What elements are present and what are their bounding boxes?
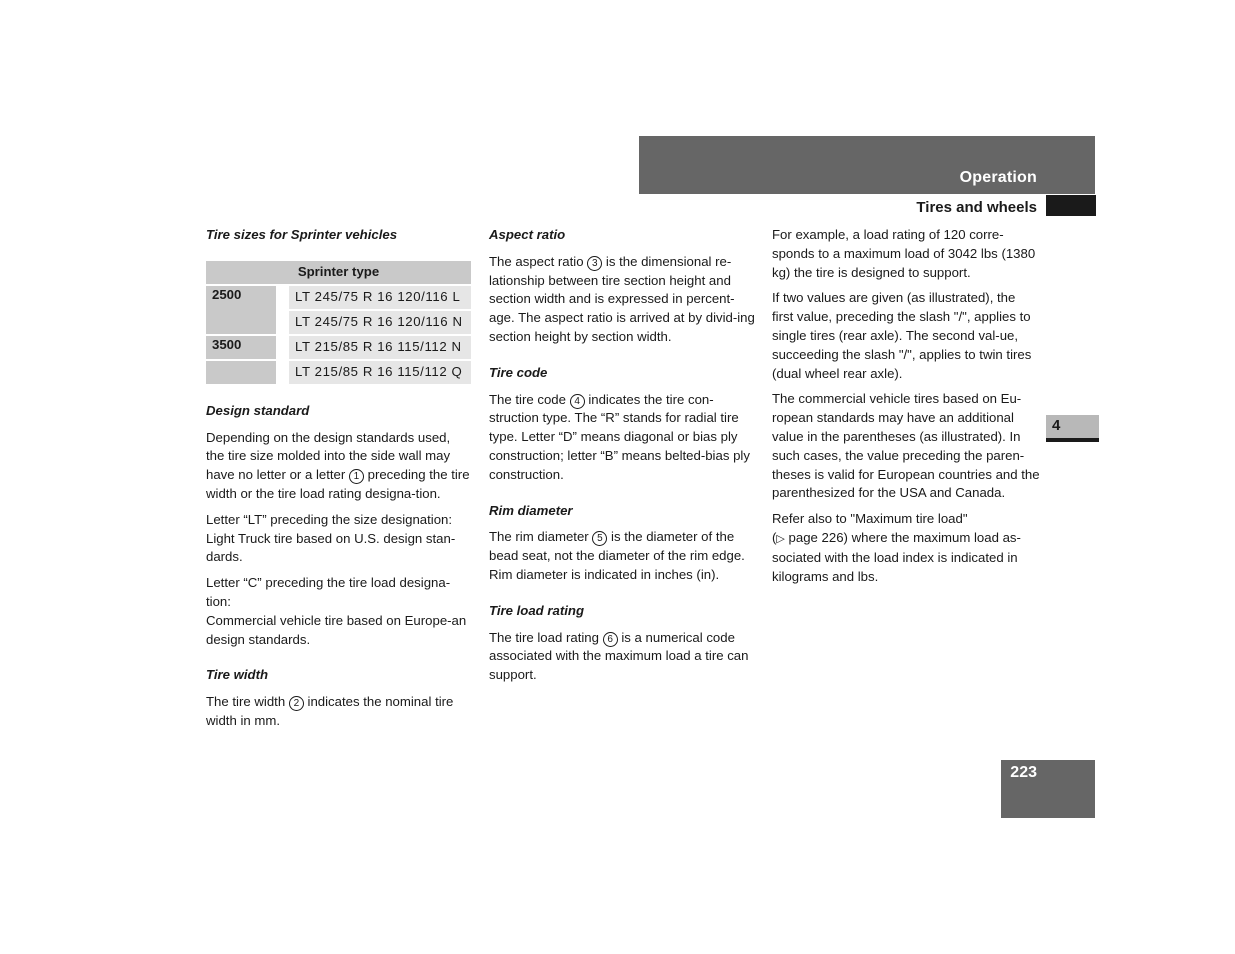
- table-row: [206, 286, 471, 309]
- table-cell-size: LT 245/75 R 16 120/116 L: [289, 286, 471, 309]
- table-cell-size: LT 215/85 R 16 115/112 N: [289, 336, 471, 359]
- section-header-band: [639, 136, 1095, 194]
- aspect-ratio-text: The aspect ratio 3 is the dimensional re-lationship between tire section height and section width and is expressed in percent-age. The aspect ratio is arrived at by divid-ing section height by section width.: [489, 253, 755, 344]
- table-cell-size: LT 215/85 R 16 115/112 Q: [289, 361, 471, 384]
- table-cell-model: [206, 361, 276, 384]
- c-letter-text: Letter “C” preceding the tire load designa-tion: Commercial vehicle tire based on Europe-an design standards.: [206, 575, 467, 647]
- chapter-tab[interactable]: [1046, 415, 1099, 442]
- column-left: [206, 226, 472, 738]
- table-heading: Tire sizes for Sprinter vehicles: [206, 227, 398, 242]
- page-number: 223: [1010, 764, 1037, 781]
- tire-width-heading: Tire width: [206, 667, 269, 683]
- aspect-ratio-heading: Aspect ratio: [489, 227, 566, 242]
- callout-marker: 2: [289, 696, 304, 711]
- callout-marker: 5: [592, 531, 607, 546]
- tire-code-heading: Tire code: [489, 364, 548, 380]
- design-standard-heading: Design standard: [206, 402, 310, 418]
- load-rating-example-text: For example, a load rating of 120 corre-sponds to a maximum load of 3042 lbs (1380 kg) the tire is designed to support.: [772, 227, 1036, 280]
- subsection-title: Tires and wheels: [916, 199, 1037, 216]
- two-values-text: If two values are given (as illustrated), the first value, preceding the slash "/", applies to single tires (rear axle). The second val-ue, succeeding the slash "/", applies to twin tires (dual wheel rear axle).: [772, 290, 1032, 381]
- table-cell-model: 3500: [206, 336, 276, 359]
- page-reference-arrow-icon: ▷: [776, 532, 785, 545]
- lt-letter-text: Letter “LT” preceding the size designation: Light Truck tire based on U.S. design stan-dards.: [206, 511, 456, 565]
- european-standards-text: The commercial vehicle tires based on Eu-ropean standards may have an additional value in the parentheses (as illustrated). In such cases, the value preceding the paren-theses is valid for European countries and the parenthesized for the USA and Canada.: [772, 391, 1040, 501]
- table-header-row: [206, 261, 471, 284]
- callout-marker: 1: [349, 469, 364, 484]
- column-right: [772, 226, 1040, 593]
- table-cell-size: LT 245/75 R 16 120/116 N: [289, 311, 471, 334]
- callout-marker: 4: [570, 394, 585, 409]
- tire-size-table: [206, 259, 471, 386]
- subsection-marker: [1046, 195, 1096, 216]
- tire-load-rating-text: The tire load rating 6 is a numerical code associated with the maximum load a tire can support.: [489, 629, 749, 683]
- section-title: Operation: [959, 169, 1037, 186]
- rim-diameter-text: The rim diameter 5 is the diameter of the bead seat, not the diameter of the rim edge. Rim diameter is indicated in inches (in).: [489, 529, 745, 582]
- callout-marker: 3: [587, 256, 602, 271]
- callout-marker: 6: [603, 632, 618, 647]
- page-number-box: [1001, 760, 1095, 818]
- table-column-header: Sprinter type: [206, 261, 471, 284]
- rim-diameter-heading: Rim diameter: [489, 502, 573, 518]
- tire-code-text: The tire code 4 indicates the tire con-struction type. The “R” stands for radial tire type. Letter “D” means diagonal or bias ply construction; letter “B” means belted-bias ply construction.: [489, 391, 750, 482]
- chapter-number: 4: [1052, 417, 1061, 434]
- table-cell-model: 2500: [206, 286, 276, 334]
- max-tire-load-reference[interactable]: Refer also to "Maximum tire load" (▷ page 226) where the maximum load as-sociated with the load index is indicated in kilograms and lbs.: [772, 511, 1021, 584]
- tire-width-text: The tire width 2 indicates the nominal tire width in mm.: [206, 694, 454, 728]
- design-standard-text: Depending on the design standards used, the tire size molded into the side wall may have no letter or a letter 1 preceding the tire width or the tire load rating designa-tion.: [206, 429, 470, 501]
- tire-load-rating-heading: Tire load rating: [489, 602, 585, 618]
- table-row: [206, 336, 471, 359]
- column-middle: [489, 226, 755, 692]
- table-row: [206, 361, 471, 384]
